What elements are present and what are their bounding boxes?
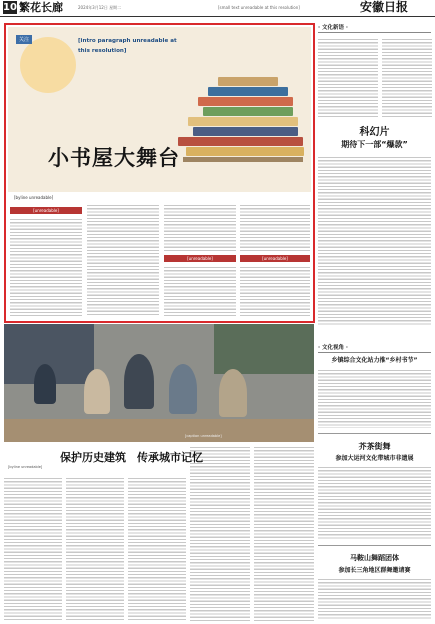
feature-column-1 [10, 217, 82, 317]
column3-body [318, 465, 431, 540]
feature-subhead-2: [unreadable] [164, 255, 236, 262]
column4-headline: 马鞍山舞蹈团体 [350, 554, 399, 562]
masthead-tagline: [small text unreadable at this resolution] [218, 5, 300, 10]
section-title: 繁花长廊 [19, 1, 63, 14]
feature-article [4, 23, 315, 323]
column2-head: · 文化视角 · [318, 343, 431, 353]
column1-headline: 科幻片 [359, 127, 390, 138]
article2-column-4 [190, 445, 250, 622]
column1-body [318, 155, 431, 325]
article2-headline: 保护历史建筑 传承城市记忆 [60, 451, 203, 464]
feature-column-4a [240, 203, 310, 251]
column2-body [318, 368, 431, 428]
photo-caption: [caption unreadable] [185, 434, 222, 438]
feature-column-2 [87, 203, 159, 317]
feature-title: 小书屋大舞台 [48, 146, 180, 170]
column1-head: · 文化新语 · [318, 23, 431, 33]
feature-subhead-3: [unreadable] [240, 255, 310, 262]
reading-room-photo [4, 324, 314, 442]
column3-headline: 芥茶街舞 [358, 442, 391, 451]
sun-decoration [20, 37, 76, 93]
newspaper-name: 安徽日报 [360, 0, 409, 14]
feature-column-4b [240, 265, 310, 317]
column2-headline: 乡镇综合文化站力推“乡村书节” [331, 357, 418, 364]
article2-column-1 [4, 476, 62, 622]
feature-banner [8, 27, 311, 192]
column4-subhead: 参加长三角地区群舞邀请赛 [338, 567, 411, 574]
feature-column-3a [164, 203, 236, 251]
column4-body [318, 577, 431, 619]
column1-text-a [318, 37, 378, 117]
feature-body [10, 195, 312, 321]
feature-subhead-1: [unreadable] [10, 207, 82, 214]
bookshelf-decoration [183, 157, 303, 162]
column3-subhead: 参加大运河文化带城市非遗展 [335, 455, 414, 462]
feature-byline: [byline unreadable] [14, 195, 54, 200]
feature-intro: [intro paragraph unreadable at this resolution] [78, 38, 177, 54]
article2-column-2 [66, 476, 124, 622]
feature-tag: 关注 [16, 35, 32, 44]
masthead [0, 0, 435, 17]
right-column [318, 23, 433, 621]
feature-column-3b [164, 265, 236, 317]
column1-text-b [382, 37, 432, 117]
issue-date: 2024年3月12日 星期二 [78, 5, 122, 10]
article2-byline: [byline unreadable] [8, 465, 43, 469]
page-number: 10 [3, 2, 17, 13]
column1-subhead: 期待下一部“爆款” [341, 140, 408, 149]
article2-column-3 [128, 476, 186, 622]
article2-column-5 [254, 445, 314, 622]
